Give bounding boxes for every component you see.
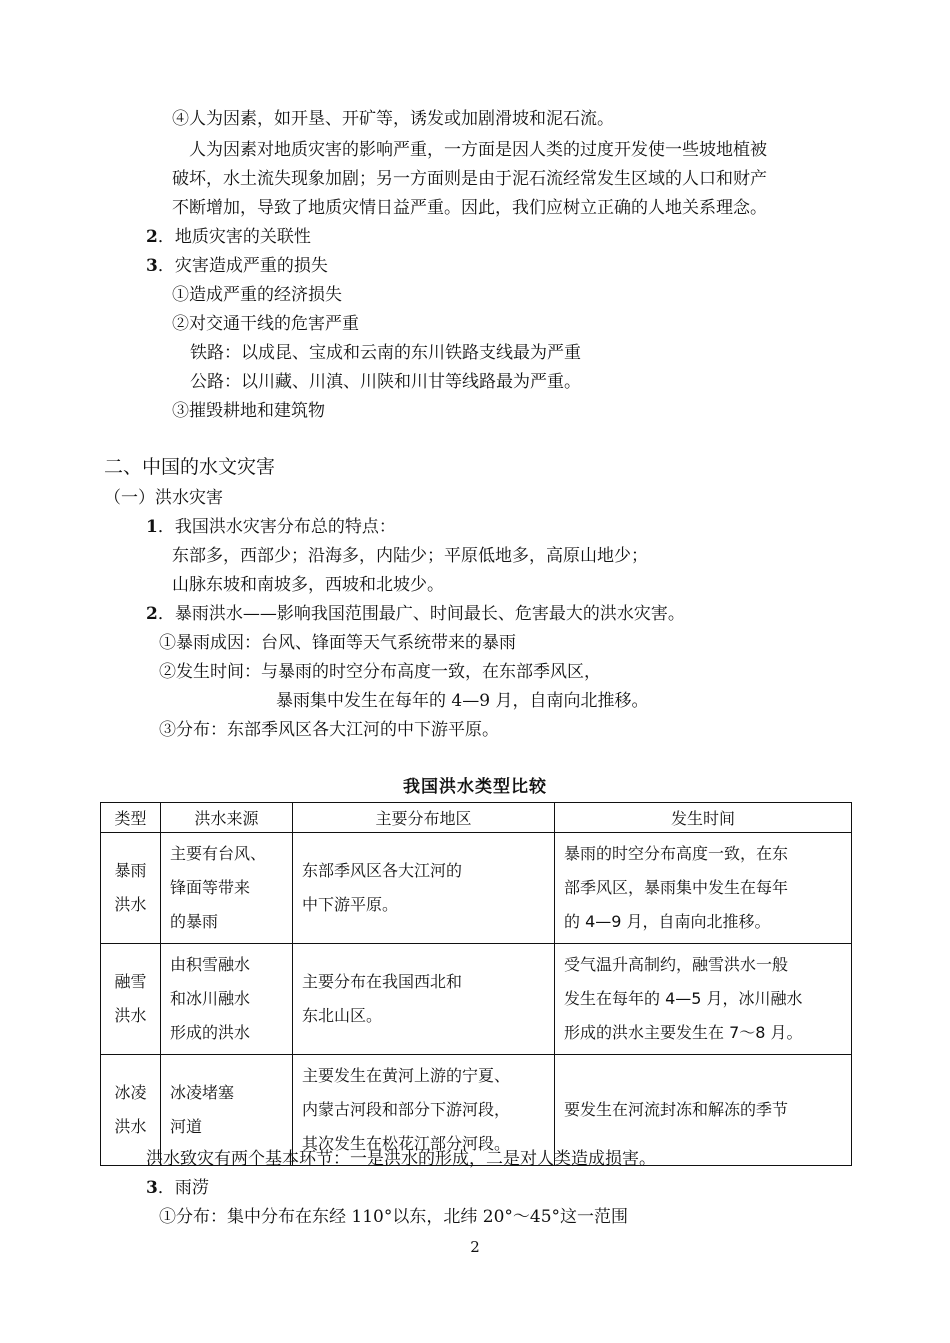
text-line: ④人为因素，如开垦、开矿等，诱发或加剧滑坡和泥石流。 (172, 109, 614, 129)
flood-types-table (100, 802, 852, 1166)
text-line: ③摧毁耕地和建筑物 (172, 401, 325, 421)
item-text: ．我国洪水灾害分布总的特点： (157, 517, 396, 537)
text-line: 铁路：以成昆、宝成和云南的东川铁路支线最为严重 (190, 343, 581, 363)
item-number: 2 (146, 604, 158, 624)
table-row (101, 944, 852, 1055)
text-line: ①造成严重的经济损失 (172, 285, 342, 305)
numbered-heading (146, 603, 685, 625)
section-heading: 二、中国的水文灾害 (104, 456, 276, 478)
table-cell: 暴雨 洪水 (101, 833, 161, 944)
table-row (101, 833, 852, 944)
numbered-heading (146, 516, 396, 538)
column-header: 洪水来源 (161, 803, 293, 833)
table-cell: 东部季风区各大江河的 中下游平原。 (293, 833, 555, 944)
table-caption: 我国洪水类型比较 (403, 777, 547, 797)
item-number: 3 (146, 1178, 158, 1198)
table-cell: 主要发生在黄河上游的宁夏、 内蒙古河段和部分下游河段， 其次发生在松花江部分河段。 (293, 1055, 555, 1166)
table-cell: 冰凌堵塞 河道 (161, 1055, 293, 1166)
item-text: ．暴雨洪水——影响我国范围最广、时间最长、危害最大的洪水灾害。 (157, 604, 685, 624)
table-cell: 主要分布在我国西北和 东北山区。 (293, 944, 555, 1055)
text-line: 公路：以川藏、川滇、川陕和川甘等线路最为严重。 (190, 372, 581, 392)
text-line: 东部多，西部少；沿海多，内陆少；平原低地多，高原山地少； (172, 546, 648, 566)
text-line: ①暴雨成因：台风、锋面等天气系统带来的暴雨 (159, 633, 516, 653)
numbered-heading (146, 226, 311, 248)
table-cell: 主要有台风、 锋面等带来 的暴雨 (161, 833, 293, 944)
item-text: ．雨涝 (157, 1178, 209, 1198)
item-number: 2 (146, 227, 158, 247)
numbered-heading (146, 255, 328, 277)
table-cell: 受气温升高制约，融雪洪水一般 发生在每年的 4—5 月，冰川融水 形成的洪水主要发生在 7～8 月。 (555, 944, 852, 1055)
item-text: ．灾害造成严重的损失 (157, 256, 328, 276)
text-line: ②对交通干线的危害严重 (172, 314, 359, 334)
item-number: 3 (146, 256, 158, 276)
subsection-heading: （一）洪水灾害 (104, 488, 223, 508)
table-header-row (101, 803, 852, 833)
table-cell: 由积雪融水 和冰川融水 形成的洪水 (161, 944, 293, 1055)
text-line: 洪水致灾有两个基本环节：一是洪水的形成，二是对人类造成损害。 (146, 1149, 656, 1169)
item-number: 1 (146, 517, 158, 537)
column-header: 发生时间 (555, 803, 852, 833)
page-number: 2 (470, 1238, 480, 1256)
text-line: 破坏，水土流失现象加剧；另一方面则是由于泥石流经常发生区域的人口和财产 (172, 169, 767, 189)
column-header: 主要分布地区 (293, 803, 555, 833)
table-cell: 融雪 洪水 (101, 944, 161, 1055)
text-line: 人为因素对地质灾害的影响严重，一方面是因人类的过度开发使一些坡地植被 (189, 140, 767, 160)
column-header: 类型 (101, 803, 161, 833)
text-line: 不断增加，导致了地质灾情日益严重。因此，我们应树立正确的人地关系理念。 (172, 198, 767, 218)
table-cell: 暴雨的时空分布高度一致，在东 部季风区，暴雨集中发生在每年 的 4—9 月，自南向北推移。 (555, 833, 852, 944)
text-line: 山脉东坡和南坡多，西坡和北坡少。 (172, 575, 444, 595)
table-cell: 冰凌 洪水 (101, 1055, 161, 1166)
table-cell: 要发生在河流封冻和解冻的季节 (555, 1055, 852, 1166)
item-text: ．地质灾害的关联性 (157, 227, 311, 247)
numbered-heading (146, 1177, 209, 1199)
text-line: ③分布：东部季风区各大江河的中下游平原。 (159, 720, 499, 740)
text-line: 暴雨集中发生在每年的 4—9 月，自南向北推移。 (276, 691, 649, 711)
text-line: ②发生时间：与暴雨的时空分布高度一致，在东部季风区， (159, 662, 601, 682)
text-line: ①分布：集中分布在东经 110°以东，北纬 20°～45°这一范围 (159, 1207, 629, 1227)
